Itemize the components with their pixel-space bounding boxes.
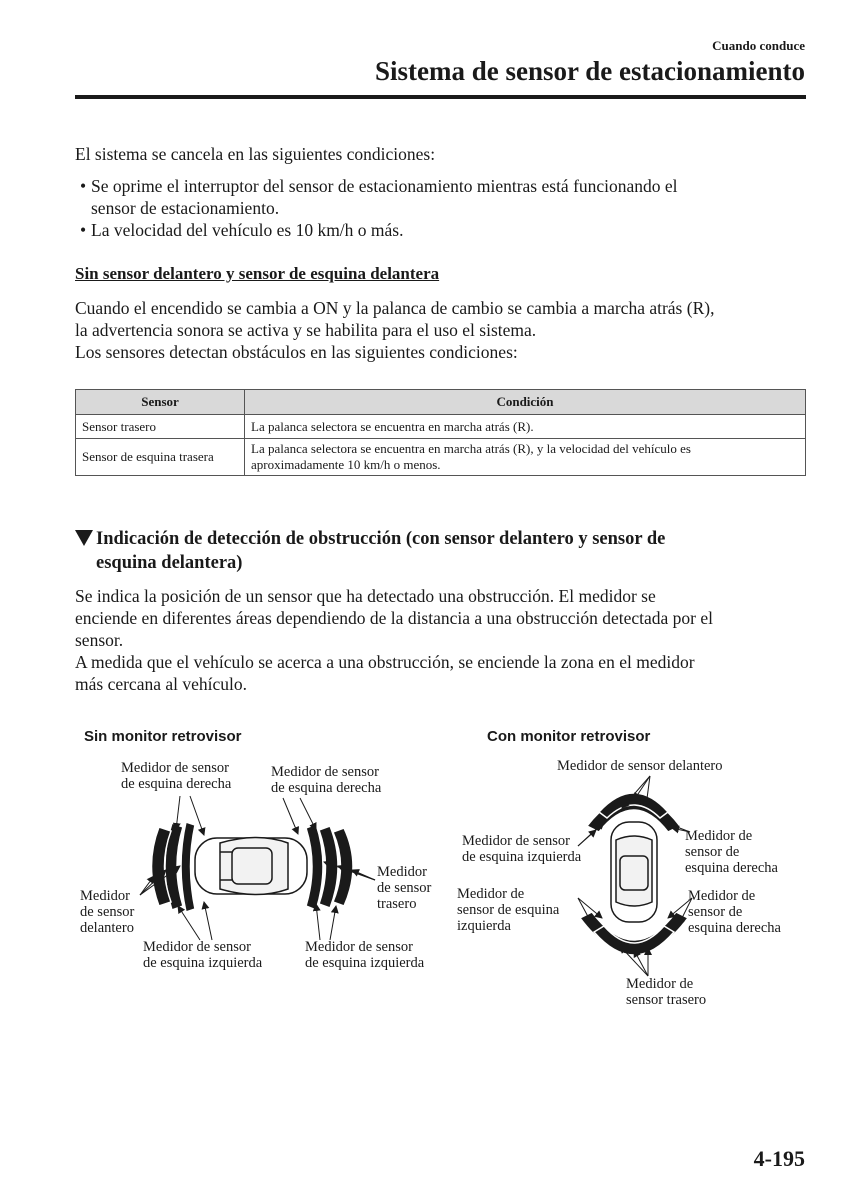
- car-top-view-right: [611, 822, 657, 922]
- paragraph-line: Los sensores detectan obstáculos en las siguientes condiciones:: [75, 342, 518, 362]
- label-line: de esquina izquierda: [462, 849, 582, 865]
- table-cell-line: aproximadamente 10 km/h o menos.: [251, 457, 441, 472]
- paragraph-line: sensor.: [75, 630, 124, 650]
- table-cell: Sensor de esquina trasera: [76, 439, 245, 476]
- label-line: Medidor de sensor: [462, 833, 570, 849]
- section-label: Cuando conduce: [712, 38, 805, 53]
- column-header-sensor: Sensor: [76, 390, 245, 415]
- label-line: Medidor de: [685, 828, 753, 844]
- paragraph-line: enciende en diferentes áreas dependiendo de la distancia a una obstrucción detectada por el: [75, 608, 713, 628]
- label-line: sensor de esquina: [457, 902, 560, 918]
- paragraph-line: más cercana al vehículo.: [75, 674, 247, 694]
- label-front-meter: [80, 888, 134, 936]
- label-rear-left-corner-meter-right: [457, 886, 559, 934]
- label-line: sensor de: [688, 904, 743, 920]
- label-line: Medidor de sensor: [121, 760, 229, 776]
- label-front-left-corner-meter-right: [462, 833, 581, 865]
- table-cell: Sensor trasero: [76, 415, 245, 439]
- section-heading-line: Indicación de detección de obstrucción (con sensor delantero y sensor de: [96, 529, 666, 549]
- label-line: de esquina izquierda: [143, 955, 263, 971]
- label-line: de esquina derecha: [121, 776, 232, 792]
- paragraph-line: la advertencia sonora se activa y se habilita para el uso el sistema.: [75, 320, 537, 340]
- label-line: delantero: [80, 920, 134, 936]
- section-heading-line: esquina delantera): [96, 553, 243, 573]
- label-line: esquina derecha: [688, 920, 781, 936]
- label-line: trasero: [377, 896, 417, 912]
- label-line: Medidor de: [457, 886, 525, 902]
- rear-sensor-meter: [306, 824, 353, 910]
- right-diagram: [578, 776, 692, 976]
- list-item-line: sensor de estacionamiento.: [91, 198, 280, 218]
- figure-right-title: Con monitor retrovisor: [487, 728, 651, 745]
- label-line: de sensor: [377, 880, 432, 896]
- label-line: sensor trasero: [626, 992, 707, 1008]
- label-line: sensor de: [685, 844, 740, 860]
- label-line: Medidor de: [688, 888, 756, 904]
- label-rear-meter: [377, 864, 431, 912]
- subheading: Sin sensor delantero y sensor de esquina delantera: [75, 264, 440, 283]
- label-rear-right-corner-meter: [271, 764, 381, 796]
- label-line: Medidor: [80, 888, 130, 904]
- label-line: de esquina derecha: [271, 780, 382, 796]
- label-line: Medidor de sensor: [143, 939, 251, 955]
- front-sensor-meter: [152, 822, 196, 912]
- label-line: Medidor de: [626, 976, 694, 992]
- label-front-right-corner-meter: [121, 760, 231, 792]
- label-front-right-corner-meter-right: [685, 828, 778, 876]
- list-item-line: La velocidad del vehículo es 10 km/h o más.: [91, 220, 404, 240]
- label-rear-meter-right: [626, 976, 706, 1008]
- label-line: esquina derecha: [685, 860, 778, 876]
- paragraph-line: Cuando el encendido se cambia a ON y la palanca de cambio se cambia a marcha atrás (R),: [75, 298, 715, 318]
- bullet-mark: •: [80, 176, 87, 196]
- label-line: de esquina izquierda: [305, 955, 425, 971]
- left-diagram: [140, 796, 375, 940]
- column-header-condition: Condición: [245, 390, 806, 415]
- label-line: Medidor de sensor: [271, 764, 379, 780]
- label-line: Medidor de sensor delantero: [557, 758, 723, 774]
- table-cell: La palanca selectora se encuentra en marcha atrás (R).: [245, 415, 806, 439]
- label-rear-right-corner-meter-right: [688, 888, 781, 936]
- bullet-mark: •: [80, 220, 87, 240]
- label-front-left-corner-meter: [143, 939, 262, 971]
- intro-paragraph: El sistema se cancela en las siguientes condiciones:: [75, 144, 436, 164]
- car-top-view-left: [195, 838, 307, 895]
- label-line: izquierda: [457, 918, 511, 934]
- label-line: de sensor: [80, 904, 135, 920]
- list-item-line: Se oprime el interruptor del sensor de estacionamiento mientras está funcionando el: [91, 176, 678, 196]
- label-rear-left-corner-meter: [305, 939, 424, 971]
- table-cell-line: La palanca selectora se encuentra en marcha atrás (R), y la velocidad del vehículo es: [251, 441, 691, 456]
- label-line: Medidor: [377, 864, 427, 880]
- page-number: 4-195: [753, 1146, 805, 1171]
- paragraph-line: Se indica la posición de un sensor que ha detectado una obstrucción. El medidor se: [75, 586, 656, 606]
- page-title: Sistema de sensor de estacionamiento: [375, 56, 805, 86]
- figure-left-title: Sin monitor retrovisor: [84, 728, 242, 745]
- label-front-meter-right: [557, 758, 723, 774]
- paragraph-line: A medida que el vehículo se acerca a una obstrucción, se enciende la zona en el medidor: [75, 652, 695, 672]
- label-line: Medidor de sensor: [305, 939, 413, 955]
